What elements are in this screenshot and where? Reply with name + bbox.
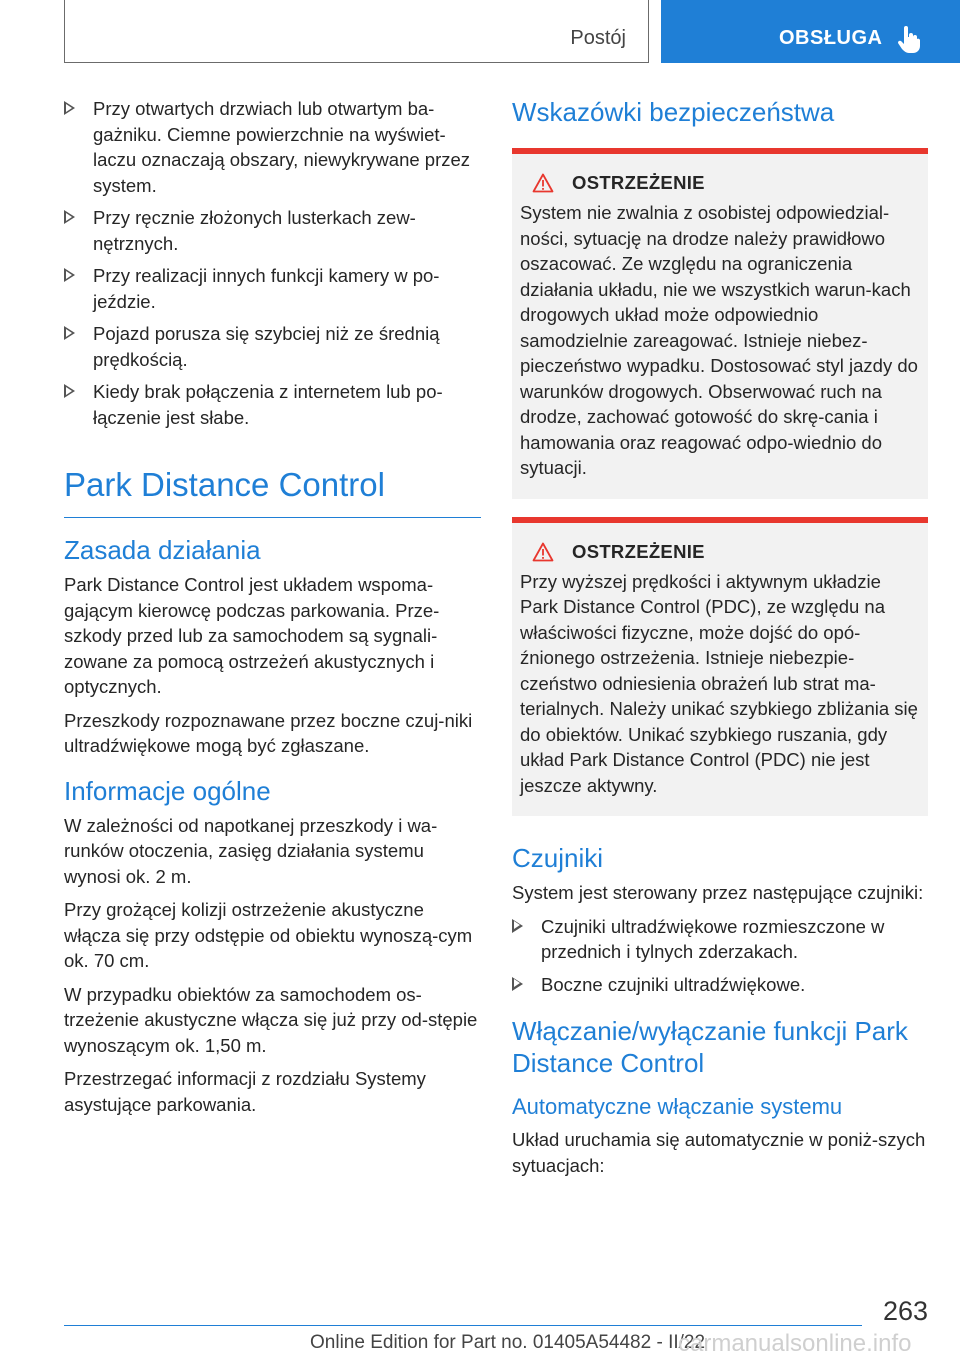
list-item: Boczne czujniki ultradźwiękowe. (512, 972, 928, 998)
warning-text: Przy wyższej prędkości i aktywnym układzie Park Distance Control (PDC), ze względu na właściwości fizyczne, może dojść do opó-źnionego ostrzeżenia. Istnieje niebezpie-czeństwo odniesienia obrażeń lub strat ma-terialnych. Należy unikać szybkiego zbliżania się do obiektów. Unikać szybkiego ruszania, gdy układ Park Distance Control (PDC) nie jest jeszcze aktywny. (520, 570, 918, 796)
list-item: Kiedy brak połączenia z internetem lub po-łączenie jest słabe. (64, 379, 481, 430)
triangle-bullet-icon (512, 977, 523, 991)
warning-triangle-icon (532, 542, 554, 562)
sensors-heading: Czujniki (512, 843, 604, 873)
principle-heading: Zasada działania (64, 535, 261, 565)
page-title: Park Distance Control (64, 465, 481, 518)
list-item: Pojazd porusza się szybciej niż ze średnią prędkością. (64, 321, 481, 372)
triangle-bullet-icon (512, 919, 523, 933)
principle-paragraph: Park Distance Control jest układem wspoma-gającym kierowcę podczas parkowania. Prze-szkody przed lub za samochodem są sygnali-zowane za pomocą ostrzeżeń akustycznych i optycznych. (64, 574, 440, 697)
left-column (64, 96, 481, 1125)
conditions-list (64, 96, 481, 430)
warning-title (520, 172, 920, 194)
general-paragraph: W przypadku obiektów za samochodem os-trzeżenie akustyczne włącza się już przy od-stępie wynoszącym ok. 1,50 m. (64, 983, 478, 1056)
safety-heading: Wskazówki bezpieczeństwa (512, 97, 835, 127)
edition-text: Online Edition for Part no. 01405A54482 - II/22 (310, 1332, 706, 1353)
warning-triangle-icon (532, 173, 554, 193)
page-number: 263 (882, 1296, 928, 1326)
header-section-title: Postój (570, 27, 626, 49)
general-paragraph: W zależności od napotkanej przeszkody i wa-runków otoczenia, zasięg działania systemu wynosi ok. 2 m. (64, 814, 438, 887)
list-item: Przy ręcznie złożonych lusterkach zew-nętrznych. (64, 205, 481, 256)
header-chapter-tab[interactable] (661, 0, 960, 63)
header-section-box (64, 0, 649, 63)
warning-box (512, 148, 928, 499)
warning-box (512, 517, 928, 817)
principle-paragraph: Przeszkody rozpoznawane przez boczne czuj-niki ultradźwiękowe mogą być zgłaszane. (64, 709, 473, 756)
triangle-bullet-icon (64, 210, 75, 224)
onoff-heading: Włączanie/wyłączanie funkcji Park Distance Control (512, 1016, 908, 1078)
sensors-intro: System jest sterowany przez następujące czujniki: (512, 882, 924, 903)
triangle-bullet-icon (64, 384, 75, 398)
sensors-list (512, 914, 928, 998)
triangle-bullet-icon (64, 268, 75, 282)
auto-on-heading: Automatyczne włączanie systemu (512, 1094, 843, 1119)
triangle-bullet-icon (64, 101, 75, 115)
general-paragraph: Przy grożącej kolizji ostrzeżenie akustyczne włącza się przy odstępie od obiektu wynoszą-cym ok. 70 cm. (64, 899, 473, 971)
header-chapter-title: OBSŁUGA (779, 27, 883, 49)
right-column (512, 96, 928, 1186)
list-item: Czujniki ultradźwiękowe rozmieszczone w przednich i tylnych zderzakach. (512, 914, 928, 965)
watermark: carmanualsonline.info (678, 1330, 912, 1357)
warning-text: System nie zwalnia z osobistej odpowiedzial-ności, sytuację na drodze należy prawidłowo oszacować. Ze względu na ograniczenia działania układu, nie we wszystkich warun-kach drogowych układ może odpowiednio samodzielnie zareagować. Istnieje niebez-pieczeństwo wypadku. Dostosować styl jazdy do warunków drogowych. Obserwować ruch na drodze, zachować gotowość do skrę-cania i hamowania oraz reagować odpo-wiednio do sytuacji. (520, 202, 918, 478)
warning-label: OSTRZEŻENIE (572, 540, 705, 562)
general-heading: Informacje ogólne (64, 775, 271, 806)
hand-pointer-icon (897, 26, 921, 54)
general-paragraph: Przestrzegać informacji z rozdziału Systemy asystujące parkowania. (64, 1068, 426, 1115)
triangle-bullet-icon (64, 326, 75, 340)
list-item: Przy realizacji innych funkcji kamery w po-jeździe. (64, 263, 481, 314)
warning-title (520, 541, 920, 563)
warning-label: OSTRZEŻENIE (572, 172, 705, 193)
footer-divider (64, 1325, 862, 1326)
list-item: Przy otwartych drzwiach lub otwartym ba-gażniku. Ciemne powierzchnie na wyświet-laczu oznaczają obszary, niewykrywane przez system. (64, 96, 481, 198)
auto-on-text: Układ uruchamia się automatycznie w poniż-szych sytuacjach: (512, 1129, 926, 1176)
